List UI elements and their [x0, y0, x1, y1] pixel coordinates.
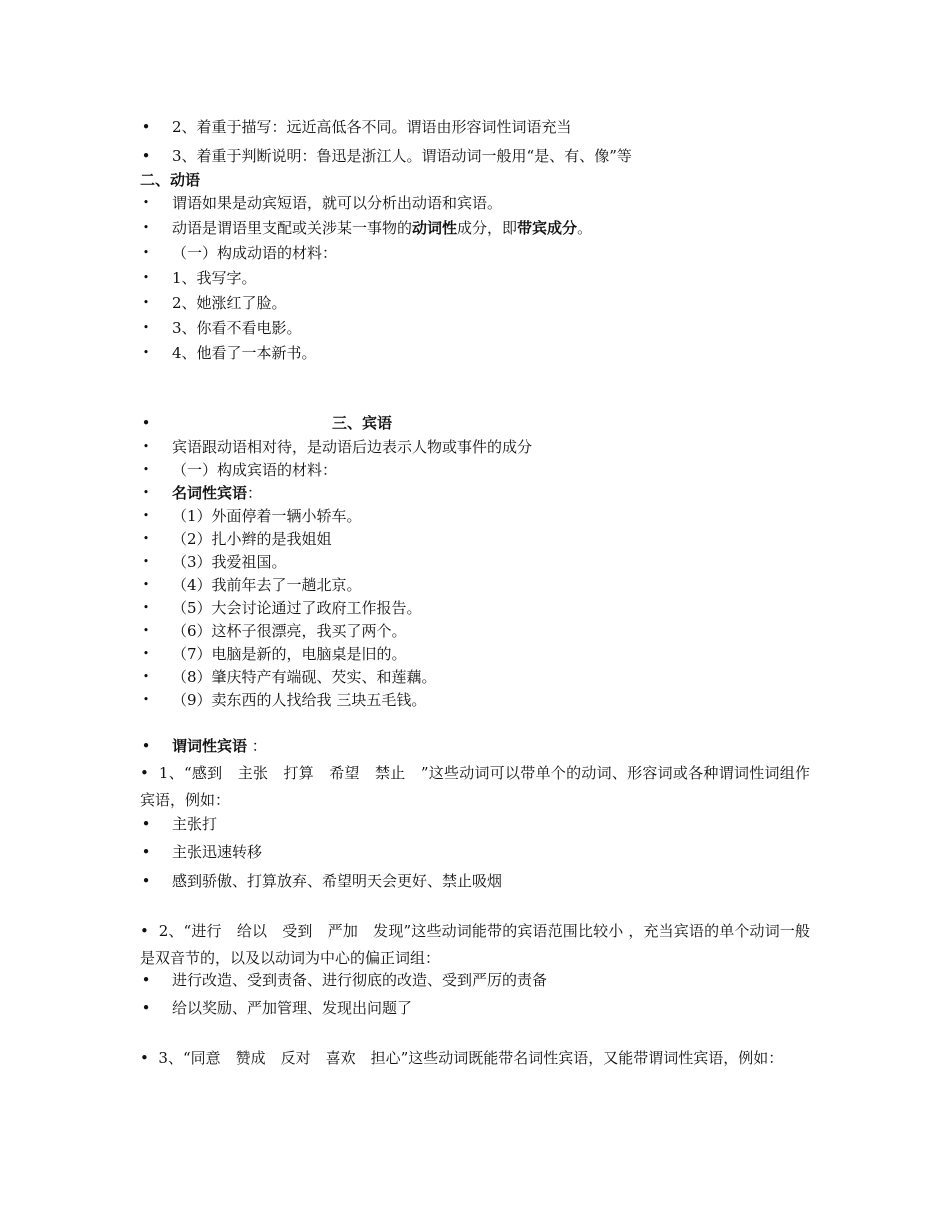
- bullet: •: [141, 815, 151, 833]
- section-heading: 三、宾语: [332, 414, 393, 432]
- bullet: •: [142, 624, 150, 637]
- list-item: （9）卖东西的人找给我 三块五毛钱。: [172, 691, 427, 709]
- list-item: 感到骄傲、打算放弃、希望明天会更好、禁止吸烟: [172, 872, 503, 890]
- list-item: （3）我爱祖国。: [172, 553, 287, 571]
- paragraph: • 1、“感到 主张 打算 希望 禁止 ”这些动词可以带单个的动词、形容词或各种谓词性词组作宾语，例如：: [140, 764, 810, 809]
- list-item: （5）大会讨论通过了政府工作报告。: [172, 599, 422, 617]
- bullet: •: [141, 872, 151, 890]
- bullet: •: [142, 271, 150, 284]
- list-item: 给以奖励、严加管理、发现出问题了: [172, 999, 413, 1017]
- bullet: •: [141, 971, 151, 989]
- list-item: 动语是谓语里支配或关涉某一事物的动词性成分，即带宾成分。: [172, 219, 593, 237]
- list-item: 宾语跟动语相对待，是动语后边表示人物或事件的成分: [172, 438, 533, 456]
- section-heading: 二、动语: [140, 171, 201, 189]
- bullet: •: [142, 670, 150, 683]
- bullet: •: [142, 463, 150, 476]
- bullet: •: [142, 440, 150, 453]
- list-item: 2、着重于描写：远近高低各不同。谓语由形容词性词语充当: [172, 118, 572, 136]
- bullet: •: [142, 246, 150, 259]
- list-item: 进行改造、受到责备、进行彻底的改造、受到严厉的责备: [172, 971, 548, 989]
- list-item: 3、着重于判断说明：鲁迅是浙江人。谓语动词一般用“是、有、像”等: [172, 147, 632, 165]
- list-item: （7）电脑是新的，电脑桌是旧的。: [172, 645, 407, 663]
- bullet: •: [142, 578, 150, 591]
- paragraph: • 2、“进行 给以 受到 严加 发现”这些动词能带的宾语范围比较小 ，充当宾语的单个动词一般是双音节的，以及以动词为中心的偏正词组：: [140, 922, 810, 967]
- bullet: •: [142, 509, 150, 522]
- bullet: •: [142, 647, 150, 660]
- bullet: •: [142, 693, 150, 706]
- bullet: •: [142, 532, 150, 545]
- bullet: •: [142, 296, 150, 309]
- bullet: •: [142, 346, 150, 359]
- bullet: •: [141, 999, 151, 1017]
- bullet: •: [142, 555, 150, 568]
- bullet: •: [142, 486, 150, 499]
- list-item: 4、他看了一本新书。: [172, 344, 317, 362]
- bullet: •: [142, 196, 150, 209]
- list-item: 1、我写字。: [172, 269, 257, 287]
- list-item: （2）扎小辫的是我姐姐: [172, 530, 332, 548]
- list-item: （6）这杯子很漂亮，我买了两个。: [172, 622, 407, 640]
- list-item: 名词性宾语：: [172, 484, 263, 502]
- bullet: •: [141, 414, 151, 432]
- list-item: （1）外面停着一辆小轿车。: [172, 507, 362, 525]
- list-item: 主张迅速转移: [172, 843, 263, 861]
- bullet: •: [141, 737, 151, 755]
- list-item: 2、她涨红了脸。: [172, 294, 287, 312]
- bullet: •: [142, 221, 150, 234]
- list-item: （4）我前年去了一趟北京。: [172, 576, 362, 594]
- paragraph: • 3、“同意 赞成 反对 喜欢 担心”这些动词既能带名词性宾语，又能带谓词性宾语，例如：: [140, 1049, 784, 1067]
- bullet: •: [141, 118, 151, 136]
- list-item: 谓语如果是动宾短语，就可以分析出动语和宾语。: [172, 194, 503, 212]
- list-item: （一）构成动语的材料：: [172, 244, 338, 262]
- bullet: •: [141, 147, 151, 165]
- bullet: •: [141, 843, 151, 861]
- bullet: •: [142, 321, 150, 334]
- list-item: 谓词性宾语 ：: [172, 737, 267, 755]
- list-item: （一）构成宾语的材料：: [172, 461, 338, 479]
- list-item: 3、你看不看电影。: [172, 319, 302, 337]
- list-item: （8）肇庆特产有端砚、芡实、和莲藕。: [172, 668, 437, 686]
- bullet: •: [142, 601, 150, 614]
- list-item: 主张打: [172, 815, 218, 833]
